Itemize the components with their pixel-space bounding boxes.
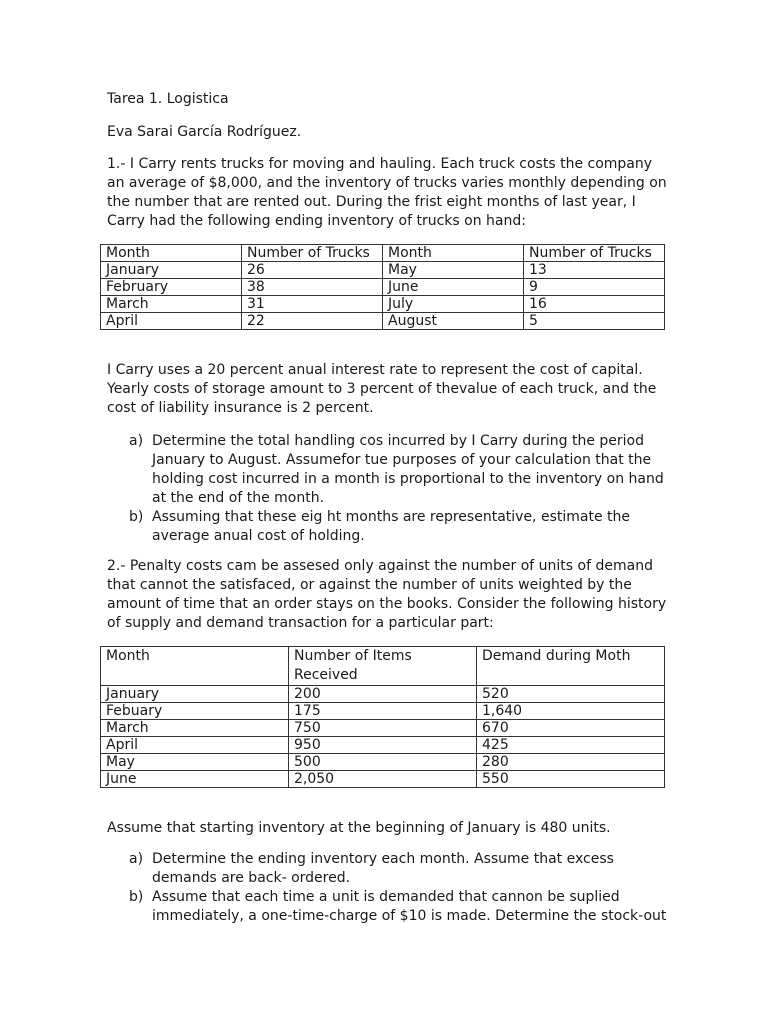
- table-cell: May: [383, 262, 524, 279]
- question-2-followup: Assume that starting inventory at the beginning of January is 480 units.: [107, 820, 611, 836]
- table-row: [101, 313, 665, 330]
- table-row: [101, 686, 665, 703]
- list-marker: a): [129, 433, 144, 449]
- document-title: Tarea 1. Logistica: [107, 91, 229, 107]
- table-cell: 280: [477, 754, 665, 771]
- table-cell: May: [101, 754, 289, 771]
- table-cell: 950: [289, 737, 477, 754]
- table-cell: 16: [524, 296, 665, 313]
- table-cell: 9: [524, 279, 665, 296]
- question-1-intro: 1.- I Carry rents trucks for moving and hauling. Each truck costs the company an average of $8,000, and the inventory of trucks varies monthly depending on the number that are rented out. During the frist eight months of last year, I Carry had the following ending inventory of trucks on hand:: [107, 156, 667, 229]
- table-cell: 670: [477, 720, 665, 737]
- table-cell: March: [101, 296, 242, 313]
- table-cell: 2,050: [289, 771, 477, 788]
- list-item: [107, 850, 668, 888]
- header-cell: Number of Trucks: [242, 245, 383, 262]
- question-2-intro: 2.- Penalty costs cam be assesed only against the number of units of demand that cannot the satisfaced, or against the number of units weighted by the amount of time that an order stays on the books. Consider the following history of supply and demand transaction for a particular part:: [107, 558, 667, 631]
- table-row: [101, 279, 665, 296]
- table-row: [101, 296, 665, 313]
- header-cell: Month: [101, 245, 242, 262]
- question-2-items: [107, 850, 668, 926]
- table-cell: June: [383, 279, 524, 296]
- table-cell: August: [383, 313, 524, 330]
- table-cell: January: [101, 686, 289, 703]
- table-cell: 520: [477, 686, 665, 703]
- table-cell: 22: [242, 313, 383, 330]
- table-cell: 13: [524, 262, 665, 279]
- table-cell: 200: [289, 686, 477, 703]
- list-item: [107, 888, 668, 926]
- table-row: [101, 737, 665, 754]
- header-cell: Month: [101, 647, 289, 686]
- list-marker: a): [129, 851, 144, 867]
- table-cell: February: [101, 279, 242, 296]
- table-cell: 1,640: [477, 703, 665, 720]
- question-1-items: [107, 432, 668, 546]
- list-item-text: Assume that each time a unit is demanded that cannon be suplied immediately, a one-time-charge of $10 is made. Determine the stock-out: [152, 889, 667, 924]
- list-item-text: Determine the ending inventory each month. Assume that excess demands are back- ordered.: [152, 851, 614, 886]
- header-cell: Month: [383, 245, 524, 262]
- table-cell: 5: [524, 313, 665, 330]
- table-cell: 175: [289, 703, 477, 720]
- header-cell: Number of Trucks: [524, 245, 665, 262]
- table-cell: 38: [242, 279, 383, 296]
- supply-demand-table: [100, 646, 665, 788]
- table-row: [101, 703, 665, 720]
- table-cell: April: [101, 313, 242, 330]
- list-item: [107, 508, 668, 546]
- table-cell: 500: [289, 754, 477, 771]
- header-cell: Demand during Moth: [477, 647, 665, 686]
- table-row: [101, 262, 665, 279]
- table-cell: 26: [242, 262, 383, 279]
- table-row: [101, 720, 665, 737]
- table-row: [101, 771, 665, 788]
- table-cell: January: [101, 262, 242, 279]
- list-marker: b): [129, 889, 144, 905]
- table-cell: 750: [289, 720, 477, 737]
- table-header-row: [101, 245, 665, 262]
- table-cell: June: [101, 771, 289, 788]
- table-cell: Febuary: [101, 703, 289, 720]
- table-cell: 550: [477, 771, 665, 788]
- trucks-table: [100, 244, 665, 330]
- author-name: Eva Sarai García Rodríguez.: [107, 124, 302, 140]
- header-cell: Number of Items Received: [289, 647, 477, 686]
- table-row: [101, 754, 665, 771]
- table-header-row: [101, 647, 665, 686]
- list-item-text: Assuming that these eig ht months are representative, estimate the average anual cost of holding.: [152, 509, 630, 544]
- table-cell: 425: [477, 737, 665, 754]
- list-item: [107, 432, 668, 508]
- table-cell: March: [101, 720, 289, 737]
- table-cell: July: [383, 296, 524, 313]
- table-cell: 31: [242, 296, 383, 313]
- question-1-followup: I Carry uses a 20 percent anual interest rate to represent the cost of capital. Yearly costs of storage amount to 3 percent of thevalue of each truck, and the cost of liability insurance is 2 percent.: [107, 362, 657, 416]
- list-item-text: Determine the total handling cos incurred by I Carry during the period January to August. Assumefor tue purposes of your calculation that the holding cost incurred in a month is proportional to the inventory on hand at the end of the month.: [152, 433, 664, 506]
- table-cell: April: [101, 737, 289, 754]
- list-marker: b): [129, 509, 144, 525]
